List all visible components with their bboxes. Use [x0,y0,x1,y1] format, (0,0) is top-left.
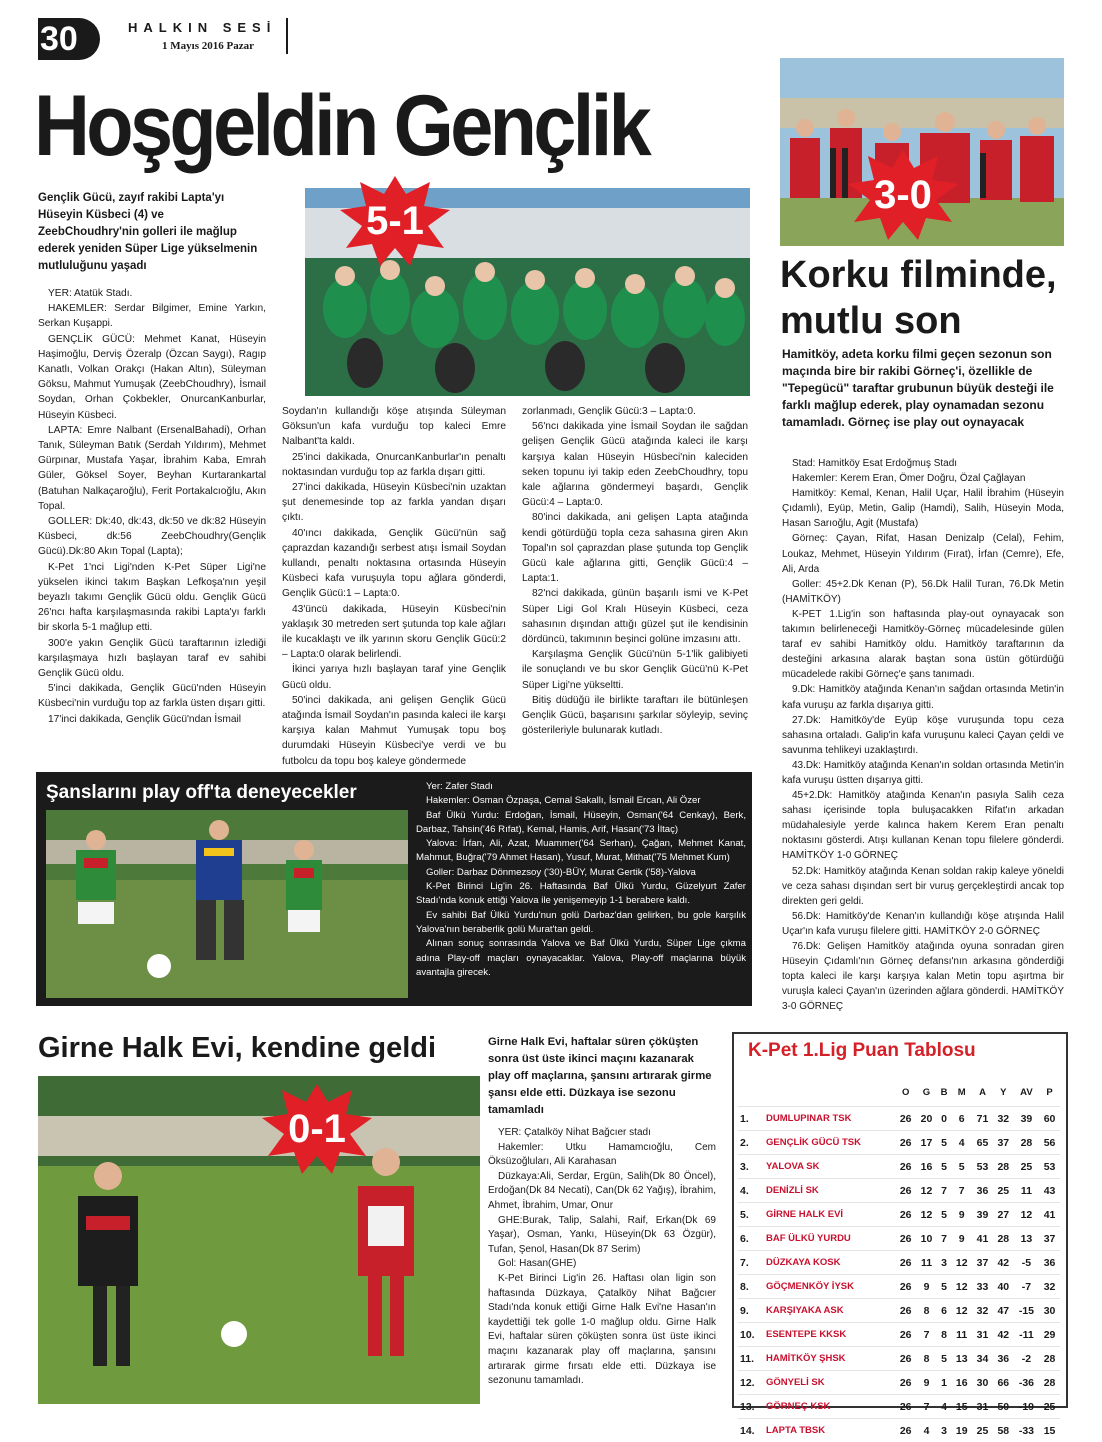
newspaper-name: HALKIN SESİ [128,20,276,35]
points-cell: 36 [1039,1251,1060,1275]
for-cell: 36 [972,1179,993,1203]
paragraph: K-Pet 1'nci Ligi'nden K-Pet Süper Ligi'ne yükselen ikinci takım Başkan Lefkoşa'nın yeşil beyazlı takımı Gençlik Gücü oldu. Gençlik Gücü 26'ncı hafta karşılaşmasında rakibi Lapta'yı farklı bir skorla 5-1 mağlup etti. [38,560,266,636]
score-badge-main: 5-1 [366,199,424,243]
for-cell: 25 [972,1419,993,1442]
drawn-cell: 3 [937,1419,951,1442]
lost-cell: 5 [951,1155,972,1179]
average-cell: -36 [1014,1371,1039,1395]
played-cell: 26 [895,1227,916,1251]
average-cell: -5 [1014,1251,1039,1275]
korku-headline: Korku filminde, mutlu son [780,252,1080,344]
paragraph: 40'ıncı dakikada, Gençlik Gücü'nün sağ çaprazdan kazandığı serbest atışı İsmail Soydan kullandı, penaltı noktasına ortasında Hüseyin Küsbeci kafa vuruşuyla topu ağlara gönderdi, Gençlik Gücü:1 – Lapta:0. [282,526,506,602]
table-row [738,1251,1060,1275]
won-cell: 8 [916,1299,937,1323]
page-number: 30 [38,18,100,60]
rank-cell: 4. [738,1179,764,1203]
drawn-cell: 5 [937,1275,951,1299]
won-cell: 9 [916,1371,937,1395]
points-cell: 60 [1039,1107,1060,1131]
table-row [738,1299,1060,1323]
table-row [738,1227,1060,1251]
against-cell: 58 [993,1419,1014,1442]
paragraph: 56.Dk: Hamitköy'de Kenan'ın kullandığı köşe atışında Halil Uçar'ın kafa vuruşu filelere gitti. HAMİTKÖY 2-0 GÖRNEÇ [782,909,1064,939]
paragraph: Yer: Zafer Stadı [416,780,746,794]
team-cell: GÖÇMENKÖY İYSK [764,1275,895,1299]
played-cell: 26 [895,1275,916,1299]
won-cell: 12 [916,1179,937,1203]
score-burst-korku [848,150,958,240]
drawn-cell: 4 [937,1395,951,1419]
table-row [738,1155,1060,1179]
lost-cell: 4 [951,1131,972,1155]
played-cell: 26 [895,1347,916,1371]
team-cell: DENİZLİ SK [764,1179,895,1203]
paragraph: K-PET 1.Lig'in son haftasında play-out oynayacak son takımın belirleneceği Hamitköy-Görneç mücadelesinde gülen taraf ev sahibi Hamitköy oldu. Hamitköy taraftarının da desteğini arkasına alarak baştan sona üstün götürdüğü mücadelede rakibi Görneç'e şans tanımadı. [782,607,1064,682]
for-cell: 30 [972,1371,993,1395]
paragraph: K-Pet Birinci Lig'in 26. Haftası olan ligin son haftasında Düzkaya, Çatalköy Nihat Bağcıer Stadı'nda konuk ettiği Girne Halk Evi'ne Hasan'ın kaydettiği tek golle 1-0 mağlup oldu. Girne Halk Evi, haftalar süren çöküşten sonra üst üste ikinci maçını kazanarak play off maçlarına, şansını artırarak girme fırsatı elde etti. Düzkaya ise sezonunu tamamladı. [488,1272,716,1389]
played-cell: 26 [895,1107,916,1131]
average-cell: -33 [1014,1419,1039,1442]
for-cell: 34 [972,1347,993,1371]
won-cell: 7 [916,1323,937,1347]
header-team [764,1078,895,1107]
paragraph: Hamitköy: Kemal, Kenan, Halil Uçar, Halil İbrahim (Hüseyin Çıdamlı), Eyüp, Metin, Galip (Hamdi), Salih, Hüseyin Moda, Hasan Sarıoğlu, Agit (Mustafa) [782,486,1064,531]
played-cell: 26 [895,1419,916,1442]
drawn-cell: 1 [937,1371,951,1395]
played-cell: 26 [895,1179,916,1203]
girne-lead: Girne Halk Evi, haftalar süren çöküşten sonra üst üste ikinci maçını kazanarak play off maçlarına, şansını artırarak girme şansı elde etti. Düzkaya ise sezonu tamamladı [488,1034,718,1119]
drawn-cell: 5 [937,1347,951,1371]
paragraph: Soydan'ın kullandığı köşe atışında Süleyman Göksun'un kafa vurduğu top kaleci Emre Nalbant'ta kaldı. [282,404,506,450]
rank-cell: 10. [738,1323,764,1347]
team-cell: DUMLUPINAR TSK [764,1107,895,1131]
paragraph: Görneç: Çayan, Rifat, Hasan Denizalp (Celal), Fehim, Loukaz, Mehmet, Hüseyin Yıldırım (Fırat), İrfan (Cemre), Efe, Ali, Arda [782,531,1064,576]
paragraph: Stad: Hamitköy Esat Erdoğmuş Stadı [782,456,1064,471]
drawn-cell: 0 [937,1107,951,1131]
table-row [738,1419,1060,1442]
rank-cell: 3. [738,1155,764,1179]
against-cell: 42 [993,1251,1014,1275]
table-row [738,1107,1060,1131]
team-cell: BAF ÜLKÜ YURDU [764,1227,895,1251]
paragraph: Baf Ülkü Yurdu: Erdoğan, İsmail, Hüseyin, Osman('64 Cenkay), Berk, Darbaz, Tahsin('46 Rıfat), Kemal, Hamis, Arif, Hasan('73 İltaç) [416,809,746,838]
table-row [738,1275,1060,1299]
points-cell: 37 [1039,1227,1060,1251]
against-cell: 47 [993,1299,1014,1323]
points-cell: 30 [1039,1299,1060,1323]
points-cell: 41 [1039,1203,1060,1227]
average-cell: 12 [1014,1203,1039,1227]
rank-cell: 6. [738,1227,764,1251]
table-row [738,1323,1060,1347]
average-cell: 25 [1014,1155,1039,1179]
against-cell: 27 [993,1203,1014,1227]
won-cell: 10 [916,1227,937,1251]
paragraph: YER: Çatalköy Nihat Bağcıer stadı [488,1126,716,1141]
for-cell: 31 [972,1395,993,1419]
for-cell: 41 [972,1227,993,1251]
won-cell: 17 [916,1131,937,1155]
girne-body [488,1126,716,1389]
played-cell: 26 [895,1395,916,1419]
team-cell: DÜZKAYA KOSK [764,1251,895,1275]
played-cell: 26 [895,1203,916,1227]
points-cell: 15 [1039,1419,1060,1442]
drawn-cell: 8 [937,1323,951,1347]
column-header: M [951,1078,972,1107]
paragraph: Goller: 45+2.Dk Kenan (P), 56.Dk Halil Turan, 76.Dk Metin (HAMİTKÖY) [782,577,1064,607]
lost-cell: 6 [951,1107,972,1131]
header-divider [286,18,288,54]
paragraph: 27'inci dakikada, Hüseyin Küsbeci'nin uzaktan şut denemesinde top az farkla yandan dışarı çıktı. [282,480,506,526]
against-cell: 40 [993,1275,1014,1299]
against-cell: 42 [993,1323,1014,1347]
drawn-cell: 6 [937,1299,951,1323]
main-lead: Gençlik Gücü, zayıf rakibi Lapta'yı Hüseyin Küsbeci (4) ve ZeebChoudhry'nin golleri ile mağlup ederek yeniden Süper Lige yükselmenin mutluluğunu yaşadı [38,190,268,275]
rank-cell: 7. [738,1251,764,1275]
lost-cell: 12 [951,1251,972,1275]
girne-headline: Girne Halk Evi, kendine geldi [38,1032,436,1065]
won-cell: 8 [916,1347,937,1371]
column-header: B [937,1078,951,1107]
paragraph: 45+2.Dk: Hamitköy atağında Kenan'ın pasıyla Salih ceza sahası içerisinde topla buluşacakken Rifat'ın arkadan müdahalesiyle yerde kalınca hakem Kerem Eran penaltı noktasını gösterdi. Atışı kullanan Kenan topu filelere gönderdi. HAMİTKÖY 1-0 GÖRNEÇ [782,788,1064,863]
team-cell: GİRNE HALK EVİ [764,1203,895,1227]
rank-cell: 2. [738,1131,764,1155]
score-burst-girne [262,1084,372,1174]
team-cell: GENÇLİK GÜCÜ TSK [764,1131,895,1155]
against-cell: 50 [993,1395,1014,1419]
for-cell: 37 [972,1251,993,1275]
paragraph: 56'ncı dakikada yine İsmail Soydan ile sağdan gelişen Gençlik Gücü atağında kaleci ile karşı karşıya kalan Hüseyin Hüsbeci'nin kaleciden seken topunu iyi takip eden ZeebChoudhry, topu kale ağlarına göndermeyi başardı, Gençlik Gücü:4 – Lapta:0. [522,419,748,510]
team-cell: GÖRNEÇ KSK [764,1395,895,1419]
table-row [738,1395,1060,1419]
paragraph: Karşılaşma Gençlik Gücü'nün 5-1'lik galibiyeti ile sonuçlandı ve bu skor Gençlik Gücü'nü K-Pet Süper Ligi'ne yükseltti. [522,647,748,693]
paragraph: Hakemler: Osman Özpaşa, Cemal Sakallı, İsmail Ercan, Ali Özer [416,794,746,808]
average-cell: -11 [1014,1323,1039,1347]
girne-match-photo [38,1076,480,1404]
against-cell: 28 [993,1227,1014,1251]
score-badge-girne: 0-1 [288,1107,346,1151]
paragraph: GOLLER: Dk:40, dk:43, dk:50 ve dk:82 Hüseyin Küsbeci, dk:56 ZeebChoudhry(Gençlik Gücü).Dk:80 Akın Topal (Lapta); [38,514,266,560]
paragraph: 80'inci dakikada, ani gelişen Lapta atağında kendi götürdüğü topla ceza sahasına giren Akın Topal'ın sol çaprazdan plase şutunda top Gençlik Gücü kale ağlarına gitti, Gençlik Gücü:4 – Lapta:1. [522,510,748,586]
lost-cell: 16 [951,1371,972,1395]
team-cell: YALOVA SK [764,1155,895,1179]
paragraph: HAKEMLER: Serdar Bilgimer, Emine Yarkın, Serkan Kuşappi. [38,301,266,331]
average-cell: -2 [1014,1347,1039,1371]
paragraph: 17'inci dakikada, Gençlik Gücü'ndan İsmail [38,712,266,727]
points-cell: 53 [1039,1155,1060,1179]
paragraph: Goller: Darbaz Dönmezsoy ('30)-BÜY, Murat Gertik ('58)-Yalova [416,866,746,880]
main-column-1 [38,286,266,727]
paragraph: Gol: Hasan(GHE) [488,1257,716,1272]
drawn-cell: 3 [937,1251,951,1275]
average-cell: -15 [1014,1299,1039,1323]
main-column-2 [282,404,506,769]
played-cell: 26 [895,1299,916,1323]
paragraph: 43.Dk: Hamitköy atağında Kenan'ın soldan ortasında Metin'in kafa vuruşu üstten dışarıya gitti. [782,758,1064,788]
for-cell: 65 [972,1131,993,1155]
average-cell: 28 [1014,1131,1039,1155]
against-cell: 66 [993,1371,1014,1395]
column-header: O [895,1078,916,1107]
paragraph: LAPTA: Emre Nalbant (ErsenalBahadi), Orhan Tanık, Süleyman Batık (Serdah Yıldırım), Mehmet Gürpınar, Mustafa Yaşar, İbrahim Kaba, Emrah Güler, Göksel Soyer, Beyhan Kurtarankartal (Batuhan Nalkaçaroğlu), Ferit Portakalcıoğlu, Akın Topal. [38,423,266,514]
played-cell: 26 [895,1131,916,1155]
rank-cell: 8. [738,1275,764,1299]
paragraph: 300'e yakın Gençlik Gücü taraftarının izlediği karşılaşmaya hızlı başlayan taraf ev sahibi Gençlik Gücü oldu. [38,636,266,682]
korku-lead: Hamitköy, adeta korku filmi geçen sezonun son maçında bire bir rakibi Görneç'i, özellikle de "Tepegücü" taraftar grubunun büyük desteği ile farklı mağlup ederek, play oynamadan sezonu tamamladı. Görneç ise play out oynayacak [782,346,1082,431]
lost-cell: 7 [951,1179,972,1203]
points-cell: 43 [1039,1179,1060,1203]
standings-title: K-Pet 1.Lig Puan Tablosu [748,1040,976,1062]
won-cell: 16 [916,1155,937,1179]
average-cell: 39 [1014,1107,1039,1131]
column-header: A [972,1078,993,1107]
lost-cell: 13 [951,1347,972,1371]
korku-body [782,456,1064,1014]
team-cell: ESENTEPE KKSK [764,1323,895,1347]
against-cell: 28 [993,1155,1014,1179]
rank-cell: 13. [738,1395,764,1419]
for-cell: 53 [972,1155,993,1179]
for-cell: 71 [972,1107,993,1131]
team-cell: LAPTA TBSK [764,1419,895,1442]
lost-cell: 11 [951,1323,972,1347]
sans-body [416,780,746,980]
won-cell: 20 [916,1107,937,1131]
points-cell: 25 [1039,1395,1060,1419]
column-header: P [1039,1078,1060,1107]
drawn-cell: 5 [937,1203,951,1227]
paragraph: İkinci yarıya hızlı başlayan taraf yine Gençlik Gücü oldu. [282,662,506,692]
rank-cell: 9. [738,1299,764,1323]
table-row [738,1347,1060,1371]
points-cell: 56 [1039,1131,1060,1155]
paragraph: 43'üncü dakikada, Hüseyin Küsbeci'nin yaklaşık 30 metreden sert şutunda top kale ağları ile kucaklaştı ve ilk yarının skoru Gençlik Gücü:2 – Lapta:0 olarak belirlendi. [282,602,506,663]
drawn-cell: 5 [937,1155,951,1179]
score-burst-main [340,176,450,266]
for-cell: 31 [972,1323,993,1347]
played-cell: 26 [895,1323,916,1347]
rank-cell: 5. [738,1203,764,1227]
against-cell: 36 [993,1347,1014,1371]
played-cell: 26 [895,1251,916,1275]
column-header: AV [1014,1078,1039,1107]
for-cell: 39 [972,1203,993,1227]
table-row [738,1203,1060,1227]
main-column-3 [522,404,748,738]
rank-cell: 14. [738,1419,764,1442]
paragraph: Hakemler: Utku Hamamcıoğlu, Cem Öksüzoğluları, Ali Karahasan [488,1141,716,1170]
average-cell: 13 [1014,1227,1039,1251]
rank-cell: 12. [738,1371,764,1395]
paragraph: Bitiş düdüğü ile birlikte taraftarı ile bütünleşen Gençlik Gücü, başarısını şarkılar söyleyip, sevinç gösterileriyle bulunarak kutladı. [522,693,748,739]
average-cell: -19 [1014,1395,1039,1419]
points-cell: 28 [1039,1347,1060,1371]
played-cell: 26 [895,1155,916,1179]
paragraph: 50'inci dakikada, ani gelişen Gençlik Gücü atağında İsmail Soydan'ın pasında kaleci ile karşı karşıya kalan Mahmut Yumuşak topu boş durumdaki Hüseyin Küsbeci'ye verdi ve bu futbolcu da topu boş kaleye göndermede [282,693,506,769]
points-cell: 28 [1039,1371,1060,1395]
against-cell: 37 [993,1131,1014,1155]
paragraph: zorlanmadı, Gençlik Gücü:3 – Lapta:0. [522,404,748,419]
drawn-cell: 5 [937,1131,951,1155]
team-cell: KARŞIYAKA ASK [764,1299,895,1323]
table-row [738,1131,1060,1155]
table-row [738,1371,1060,1395]
team-cell: HAMİTKÖY ŞHSK [764,1347,895,1371]
standings-table [738,1078,1060,1442]
lost-cell: 9 [951,1203,972,1227]
for-cell: 33 [972,1275,993,1299]
paragraph: Düzkaya:Ali, Serdar, Ergün, Salih(Dk 80 Öncel), Erdoğan(Dk 84 Necati), Can(Dk 62 Yağış), İbrahim, Ahmet, İbrahim, Umar, Onur [488,1170,716,1214]
yalova-match-photo [46,810,408,998]
table-row [738,1179,1060,1203]
paragraph: 5'inci dakikada, Gençlik Gücü'nden Hüseyin Küsbeci'nin vurduğu top az farkla üsten dışarı gitti. [38,681,266,711]
paragraph: 82'nci dakikada, günün başarılı ismi ve K-Pet Süper Ligi Gol Kralı Hüseyin Küsbeci, ceza sahasının dışından attığı güzel şut ile kendisinin dördüncü, takımının beşinci golüne imzasını attı. [522,586,748,647]
sans-headline: Şanslarını play off'ta deneyecekler [46,782,357,804]
paragraph: 27.Dk: Hamitköy'de Eyüp köşe vuruşunda topu ceza sahasına ortaladı. Galip'in kafa vuruşunu kaleci Çayan çeldi ve savunma tehlikeyi uzaklaştırdı. [782,713,1064,758]
against-cell: 25 [993,1179,1014,1203]
rank-cell: 1. [738,1107,764,1131]
column-header: Y [993,1078,1014,1107]
drawn-cell: 7 [937,1227,951,1251]
paragraph: YER: Atatük Stadı. [38,286,266,301]
score-badge-korku: 3-0 [874,173,932,217]
lost-cell: 9 [951,1227,972,1251]
won-cell: 9 [916,1275,937,1299]
average-cell: -7 [1014,1275,1039,1299]
paragraph: GHE:Burak, Talip, Salahi, Raif, Erkan(Dk 69 Yaşar), Osman, Yankı, Hüseyin(Dk 63 Özgür), Tufan, Şenol, Hasan(Dk 87 Serim) [488,1214,716,1258]
rank-cell: 11. [738,1347,764,1371]
points-cell: 32 [1039,1275,1060,1299]
for-cell: 32 [972,1299,993,1323]
lost-cell: 15 [951,1395,972,1419]
paragraph: 76.Dk: Gelişen Hamitköy atağında oyuna sonradan giren Hüseyin Çıdamlı'nın Görneç defansı'nın arkasına gönderdiği topta kaleci ile karşı karşıya kalan Metin topu aşırtma bir vuruşla kaleci Çayan'ın üzerinden ağlara gönderdi. HAMİTKÖY 3-0 GÖRNEÇ [782,939,1064,1014]
won-cell: 4 [916,1419,937,1442]
column-header: G [916,1078,937,1107]
header-rank [738,1078,764,1107]
won-cell: 11 [916,1251,937,1275]
paragraph: K-Pet Birinci Lig'in 26. Haftasında Baf Ülkü Yurdu, Güzelyurt Zafer Stadı'nda konuk ettiği Yalova ile yenişemeyip 1-1 berabere kaldı. [416,880,746,909]
paragraph: Alınan sonuç sonrasında Yalova ve Baf Ülkü Yurdu, Süper Lige çıkma adına Play-off maçları oynayacaklar. Yalova, Play-off maçlarına büyük avantajla girecek. [416,937,746,980]
lost-cell: 12 [951,1299,972,1323]
paragraph: 52.Dk: Hamitköy atağında Kenan soldan rakip kaleye yöneldi ve ceza sahası dışından sert bir vuruş gerçekleştirdi ancak top direkten geri geldi. [782,864,1064,909]
paragraph: Hakemler: Kerem Eran, Ömer Doğru, Özal Çağlayan [782,471,1064,486]
paragraph: Ev sahibi Baf Ülkü Yurdu'nun golü Darbaz'dan gelirken, bu gole karşılık Yalova'nın beraberlik golü Murat'tan geldi. [416,909,746,938]
paragraph: 25'inci dakikada, OnurcanKanburlar'ın penaltı noktasından vurduğu top az farkla dışarı gitti. [282,450,506,480]
team-cell: GÖNYELİ SK [764,1371,895,1395]
issue-date: 1 Mayıs 2016 Pazar [162,40,254,52]
paragraph: GENÇLİK GÜCÜ: Mehmet Kanat, Hüseyin Haşimoğlu, Derviş Özeralp (Özcan Saygı), Ragıp Kanatlı, Volkan Orakçı (Hakan Altın), Süleyman Göksu, Mahmut Yumuşak (ZeebChoudhry), İsmail Soydan, Orhan Çokbekler, OnurcanKanburlar, Hüseyin Küsbeci. [38,332,266,423]
paragraph: 9.Dk: Hamitköy atağında Kenan'ın sağdan ortasında Metin'in kafa vuruşu az farkla dışarıya gitti. [782,682,1064,712]
drawn-cell: 7 [937,1179,951,1203]
lost-cell: 19 [951,1419,972,1442]
played-cell: 26 [895,1371,916,1395]
lost-cell: 12 [951,1275,972,1299]
won-cell: 12 [916,1203,937,1227]
paragraph: Yalova: İrfan, Ali, Azat, Muammer('64 Serhan), Çağan, Mehmet Kanat, Mahmut, Buğra('79 Ahmet Hasan), Yusuf, Murat, Mithat('75 Mehmet Kum) [416,837,746,866]
standings-header-row [738,1078,1060,1107]
points-cell: 29 [1039,1323,1060,1347]
won-cell: 7 [916,1395,937,1419]
average-cell: 11 [1014,1179,1039,1203]
main-headline: Hoşgeldin Gençlik [34,78,648,174]
against-cell: 32 [993,1107,1014,1131]
